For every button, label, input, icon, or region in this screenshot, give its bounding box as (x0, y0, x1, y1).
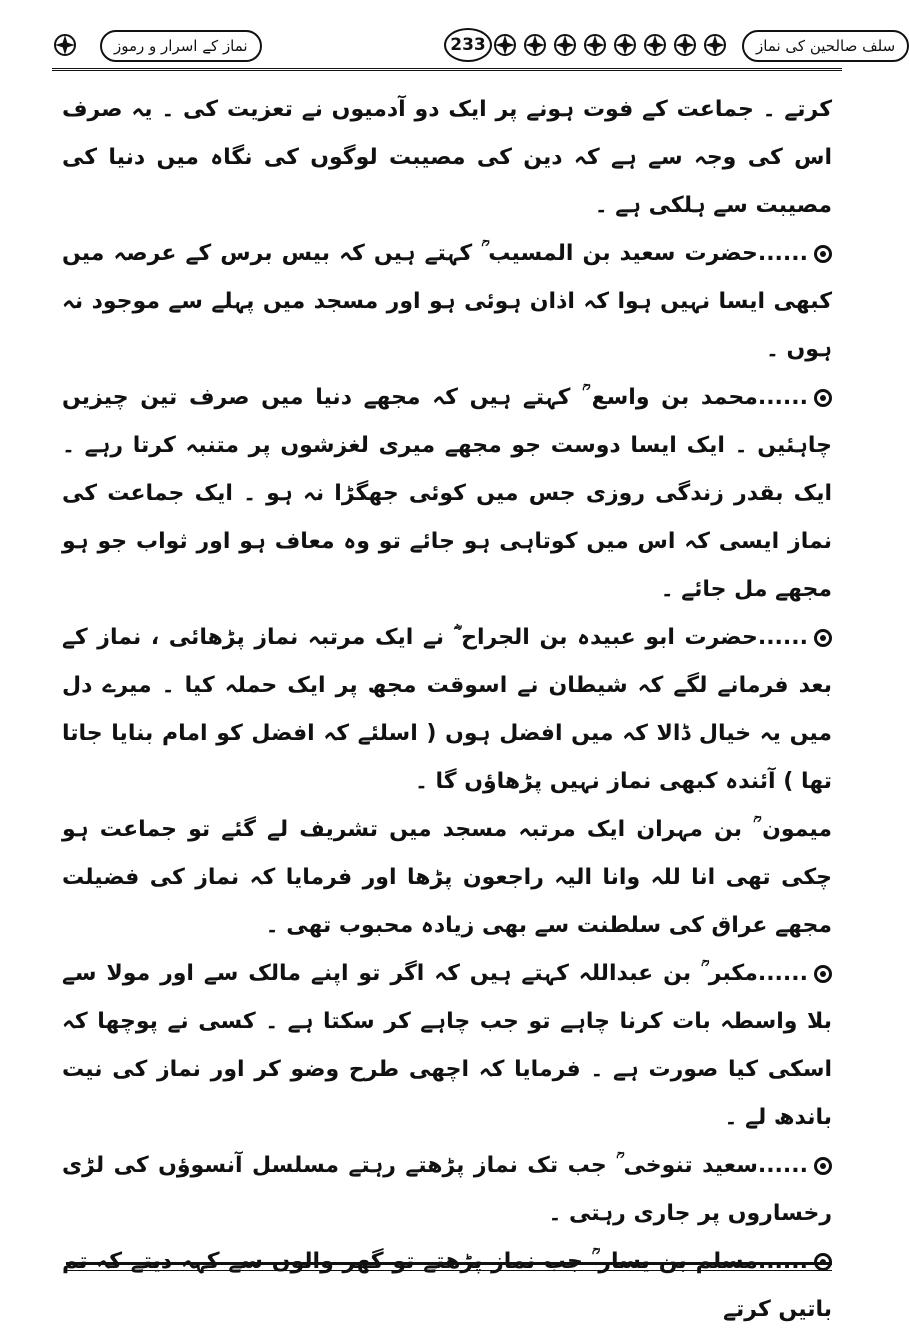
paragraph (62, 614, 832, 806)
paragraph (62, 86, 832, 230)
paragraph-text: حضرت ابو عبیدہ بن الجراح ؓ نے ایک مرتبہ نماز پڑھائی ، نماز کے بعد فرمانے لگے کہ شیطان نے اسوقت مجھ پر ایک حملہ کیا ۔ میرے دل میں یہ خیال ڈالا کہ میں افضل ہوں ( اسلئے کہ افضل کو امام بنایا جاتا تھا ) آئندہ کبھی نماز نہیں پڑھاؤں گا ۔ (62, 625, 832, 794)
paragraph-text: مکبر ؒ بن عبداللہ کہتے ہیں کہ اگر تو اپنے مالک سے اور مولا سے بلا واسطہ بات کرنا چاہے تو جب چاہے کر سکتا ہے ۔ کسی نے پوچھا کہ اسکی کیا صورت ہے ۔ فرمایا کہ اچھی طرح وضو کر اور نماز کی نیت باندھ لے ۔ (62, 961, 832, 1130)
floral-ornament-icon (672, 32, 698, 58)
leader-dots: ...... (757, 241, 808, 266)
paragraph-text: حضرت سعید بن المسیب ؒ کہتے ہیں کہ بیس برس کے عرصہ میں کبھی ایسا نہیں ہوا کہ اذان ہوئی ہو اور مسجد میں پہلے سے موجود نہ ہوں ۔ (62, 241, 832, 362)
floral-ornament-icon (552, 32, 578, 58)
ring-bullet-icon (814, 629, 832, 647)
paragraph (62, 1238, 832, 1334)
floral-ornament-icon (642, 32, 668, 58)
leader-dots: ...... (757, 1153, 808, 1178)
ring-bullet-icon (814, 1157, 832, 1175)
leader-dots: ...... (757, 961, 808, 986)
paragraph (62, 806, 832, 950)
ring-bullet-icon (814, 389, 832, 407)
paragraph (62, 1142, 832, 1238)
page-number: 233 (444, 28, 492, 62)
chapter-title: سلف صالحین کی نماز (742, 30, 909, 62)
floral-ornament-icon (52, 32, 78, 58)
page-body (62, 86, 832, 1334)
paragraph (62, 950, 832, 1142)
footer-rule-thin (66, 1270, 832, 1271)
paragraph (62, 374, 832, 614)
paragraph-text: محمد بن واسع ؒ کہتے ہیں کہ مجھے دنیا میں صرف تین چیزیں چاہئیں ۔ ایک ایسا دوست جو مجھے میری لغزشوں پر متنبہ کرتا رہے ۔ ایک بقدر زندگی روزی جس میں کوئی جھگڑا نہ ہو ۔ ایک جماعت کی نماز ایسی کہ اس میں کوتاہی ہو جائے تو وہ معاف ہو اور ثواب جو ہو مجھے مل جائے ۔ (62, 385, 832, 602)
ring-bullet-icon (814, 965, 832, 983)
leader-dots: ...... (757, 385, 808, 410)
paragraph-text: مسلم بن یسار ؒ جب نماز پڑھتے تو گھر والوں سے کہہ دیتے کہ تم باتیں کرتے (62, 1249, 832, 1322)
book-title: نماز کے اسرار و رموز (100, 30, 262, 62)
footer-rule (66, 1262, 832, 1265)
header-ornaments-middle (492, 30, 728, 60)
paragraph-text: کرتے ۔ جماعت کے فوت ہونے پر ایک دو آدمیوں نے تعزیت کی ۔ یہ صرف اس کی وجہ سے ہے کہ دین کی مصیبت لوگوں کی نگاہ میں دنیا کی مصیبت سے ہلکی ہے ۔ (62, 97, 832, 218)
floral-ornament-icon (702, 32, 728, 58)
floral-ornament-icon (492, 32, 518, 58)
floral-ornament-icon (612, 32, 638, 58)
ring-bullet-icon (814, 245, 832, 263)
leader-dots: ...... (757, 625, 808, 650)
header-ornaments-left (52, 30, 78, 60)
floral-ornament-icon (522, 32, 548, 58)
paragraph (62, 230, 832, 374)
floral-ornament-icon (582, 32, 608, 58)
page-header (52, 24, 896, 71)
paragraph-text: سعید تنوخی ؒ جب تک نماز پڑھتے رہتے مسلسل آنسوؤں کی لڑی رخساروں پر جاری رہتی ۔ (62, 1153, 832, 1226)
leader-dots: ...... (757, 1249, 808, 1274)
paragraph-text: میمون ؒ بن مہران ایک مرتبہ مسجد میں تشریف لے گئے تو جماعت ہو چکی تھی انا للہ وانا الیہ راجعون پڑھا اور فرمایا کہ نماز کی فضیلت مجھے عراق کی سلطنت سے بھی زیادہ محبوب تھی ۔ (62, 817, 832, 938)
